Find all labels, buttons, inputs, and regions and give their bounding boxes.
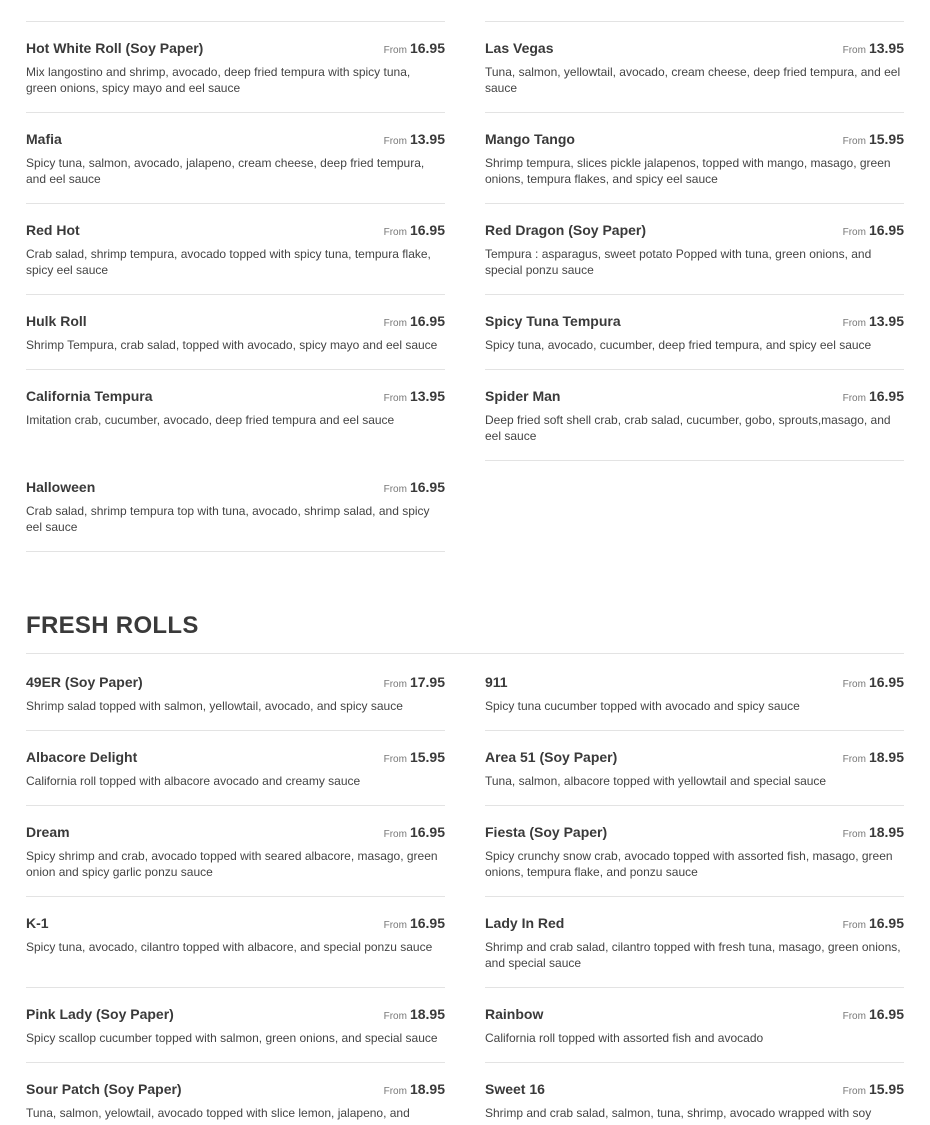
divider: [26, 21, 445, 22]
menu-item[interactable]: [26, 915, 445, 988]
item-name: Sweet 16: [485, 1081, 545, 1097]
item-price: From 16.95: [383, 824, 445, 840]
item-name: Mango Tango: [485, 131, 575, 147]
item-name: 911: [485, 674, 508, 690]
menu-item[interactable]: [26, 388, 445, 461]
divider: [485, 21, 904, 22]
item-price: From 13.95: [842, 313, 904, 329]
item-description: Shrimp Tempura, crab salad, topped with avocado, spicy mayo and eel sauce: [26, 338, 438, 352]
item-price: From 15.95: [842, 131, 904, 147]
item-price: From 16.95: [383, 222, 445, 238]
item-price: From 16.95: [842, 222, 904, 238]
item-price: From 16.95: [383, 40, 445, 56]
item-name: California Tempura: [26, 388, 153, 404]
item-description: Crab salad, shrimp tempura top with tuna, avocado, shrimp salad, and spicy eel sauce: [26, 504, 430, 534]
item-description: Tuna, salmon, albacore topped with yellowtail and special sauce: [485, 774, 827, 788]
item-price: From 15.95: [842, 1081, 904, 1097]
item-description: Spicy tuna cucumber topped with avocado and spicy sauce: [485, 699, 800, 713]
item-price: From 16.95: [383, 479, 445, 495]
item-name: 49ER (Soy Paper): [26, 674, 143, 690]
menu-item[interactable]: [485, 1006, 904, 1063]
item-name: Sour Patch (Soy Paper): [26, 1081, 182, 1097]
item-description: California roll topped with assorted fish and avocado: [485, 1031, 764, 1045]
item-price: From 16.95: [383, 915, 445, 931]
item-price: From 16.95: [842, 1006, 904, 1022]
item-description: Shrimp and crab salad, cilantro topped with fresh tuna, masago, green onions, and special sauce: [485, 940, 901, 970]
item-price: From 13.95: [383, 131, 445, 147]
item-price: From 13.95: [842, 40, 904, 56]
menu-item[interactable]: [485, 749, 904, 806]
menu-item[interactable]: [485, 824, 904, 897]
menu-item[interactable]: [485, 222, 904, 295]
item-name: Dream: [26, 824, 70, 840]
item-name: Red Hot: [26, 222, 80, 238]
item-name: Lady In Red: [485, 915, 565, 931]
item-name: Halloween: [26, 479, 96, 495]
item-description: California roll topped with albacore avocado and creamy sauce: [26, 774, 361, 788]
divider: [26, 653, 904, 654]
menu-item[interactable]: [485, 674, 904, 731]
item-name: Albacore Delight: [26, 749, 138, 765]
section-title: FRESH ROLLS: [26, 612, 199, 639]
menu-item[interactable]: [26, 824, 445, 897]
item-price: From 16.95: [842, 674, 904, 690]
menu-item[interactable]: [485, 40, 904, 113]
menu-item[interactable]: [26, 674, 445, 731]
item-price: From 17.95: [383, 674, 445, 690]
item-description: Shrimp tempura, slices pickle jalapenos, topped with mango, masago, green onions, tempura flakes, and spicy eel sauce: [485, 156, 891, 186]
menu-item[interactable]: [26, 222, 445, 295]
menu-item[interactable]: [485, 1081, 904, 1125]
menu-item[interactable]: [26, 749, 445, 806]
menu-item[interactable]: [26, 479, 445, 552]
item-description: Spicy scallop cucumber topped with salmon, green onions, and special sauce: [26, 1031, 438, 1045]
item-description: Shrimp salad topped with salmon, yellowtail, avocado, and spicy sauce: [26, 699, 403, 713]
item-description: Tuna, salmon, yelowtail, avocado topped with slice lemon, jalapeno, and: [26, 1106, 410, 1120]
item-price: From 16.95: [842, 915, 904, 931]
menu-item[interactable]: [26, 131, 445, 204]
item-price: From 13.95: [383, 388, 445, 404]
item-price: From 16.95: [383, 313, 445, 329]
menu-item[interactable]: [485, 388, 904, 461]
item-description: Spicy tuna, salmon, avocado, jalapeno, cream cheese, deep fried tempura, and eel sauce: [26, 156, 425, 186]
menu-item[interactable]: [485, 915, 904, 988]
item-description: Imitation crab, cucumber, avocado, deep fried tempura and eel sauce: [26, 413, 395, 427]
item-description: Tuna, salmon, yellowtail, avocado, cream cheese, deep fried tempura, and eel sauce: [485, 65, 901, 95]
menu-item[interactable]: [26, 313, 445, 370]
item-name: Hot White Roll (Soy Paper): [26, 40, 204, 56]
item-name: Area 51 (Soy Paper): [485, 749, 618, 765]
menu-item[interactable]: [26, 1081, 445, 1125]
item-price: From 15.95: [383, 749, 445, 765]
item-name: Spider Man: [485, 388, 561, 404]
menu-item[interactable]: [485, 131, 904, 204]
item-description: Spicy shrimp and crab, avocado topped with seared albacore, masago, green onion and spicy garlic ponzu sauce: [26, 849, 438, 879]
item-price: From 18.95: [842, 749, 904, 765]
item-price: From 16.95: [842, 388, 904, 404]
menu-item[interactable]: [26, 1006, 445, 1063]
item-description: Crab salad, shrimp tempura, avocado topped with spicy tuna, tempura flake, spicy eel sauce: [26, 247, 431, 277]
item-name: Spicy Tuna Tempura: [485, 313, 621, 329]
item-price: From 18.95: [383, 1081, 445, 1097]
item-description: Spicy crunchy snow crab, avocado topped with assorted fish, masago, green onions, tempura flake, and ponzu sauce: [485, 849, 893, 879]
item-name: Fiesta (Soy Paper): [485, 824, 608, 840]
item-name: Las Vegas: [485, 40, 554, 56]
menu-item[interactable]: [485, 313, 904, 370]
item-name: Rainbow: [485, 1006, 544, 1022]
item-description: Tempura : asparagus, sweet potato Popped with tuna, green onions, and special ponzu sauce: [485, 247, 872, 277]
section-fresh-rolls: [26, 612, 904, 654]
item-price: From 18.95: [383, 1006, 445, 1022]
item-price: From 18.95: [842, 824, 904, 840]
item-name: K-1: [26, 915, 49, 931]
item-name: Hulk Roll: [26, 313, 87, 329]
item-name: Red Dragon (Soy Paper): [485, 222, 647, 238]
item-name: Mafia: [26, 131, 62, 147]
item-description: Mix langostino and shrimp, avocado, deep fried tempura with spicy tuna, green onions, spicy mayo and eel sauce: [26, 65, 411, 95]
menu-item[interactable]: [26, 40, 445, 113]
item-description: Spicy tuna, avocado, cilantro topped with albacore, and special ponzu sauce: [26, 940, 433, 954]
item-description: Spicy tuna, avocado, cucumber, deep fried tempura, and spicy eel sauce: [485, 338, 872, 352]
item-description: Deep fried soft shell crab, crab salad, cucumber, gobo, sprouts,masago, and eel sauce: [485, 413, 891, 443]
item-description: Shrimp and crab salad, salmon, tuna, shrimp, avocado wrapped with soy: [485, 1106, 872, 1120]
item-name: Pink Lady (Soy Paper): [26, 1006, 174, 1022]
